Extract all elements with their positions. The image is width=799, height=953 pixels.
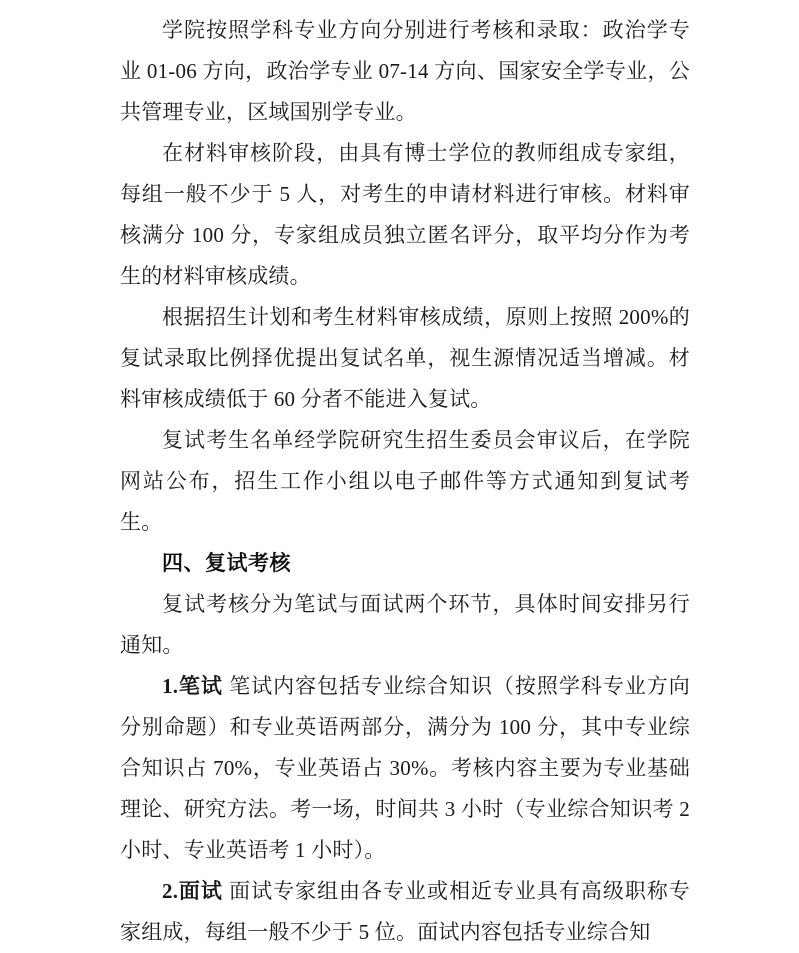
paragraph-interview — [120, 871, 690, 953]
paragraph-shortlist-notification — [120, 420, 690, 543]
paragraph-shortlist-ratio — [120, 297, 690, 420]
paragraph-reexam-overview — [120, 584, 690, 666]
paragraph-text: 复试考生名单经学院研究生招生委员会审议后，在学院网站公布，招生工作小组以电子邮件等方式通知到复试考生。 — [120, 428, 690, 534]
paragraph-text: 根据招生计划和考生材料审核成绩，原则上按照 200%的复试录取比例择优提出复试名单，视生源情况适当增减。材料审核成绩低于 60 分者不能进入复试。 — [120, 305, 690, 411]
paragraph-material-review — [120, 133, 690, 297]
paragraph-admission-tracks — [120, 10, 690, 133]
paragraph-text: 笔试内容包括专业综合知识（按照学科专业方向分别命题）和专业英语两部分，满分为 100 分，其中专业综合知识占 70%，专业英语占 30%。考核内容主要为专业基础理论、研究方法。考一场，时间共 3 小时（专业综合知识考 2 小时、专业英语考 1 小时）。 — [120, 674, 690, 862]
section-heading-reexam-assessment — [120, 543, 690, 584]
paragraph-lead-interview: 2.面试 — [162, 879, 223, 903]
paragraph-lead-written-exam: 1.笔试 — [162, 674, 223, 698]
paragraph-text: 在材料审核阶段，由具有博士学位的教师组成专家组，每组一般不少于 5 人，对考生的申请材料进行审核。材料审核满分 100 分，专家组成员独立匿名评分，取平均分作为考生的材料审核成绩。 — [120, 141, 690, 288]
paragraph-written-exam — [120, 666, 690, 871]
paragraph-text: 面试专家组由各专业或相近专业具有高级职称专家组成，每组一般不少于 5 位。面试内容包括专业综合知 — [120, 879, 690, 944]
section-heading-text: 四、复试考核 — [162, 552, 291, 575]
paragraph-text: 复试考核分为笔试与面试两个环节，具体时间安排另行通知。 — [120, 592, 690, 657]
paragraph-text: 学院按照学科专业方向分别进行考核和录取：政治学专业 01-06 方向，政治学专业 07-14 方向、国家安全学专业，公共管理专业，区域国别学专业。 — [120, 18, 690, 124]
